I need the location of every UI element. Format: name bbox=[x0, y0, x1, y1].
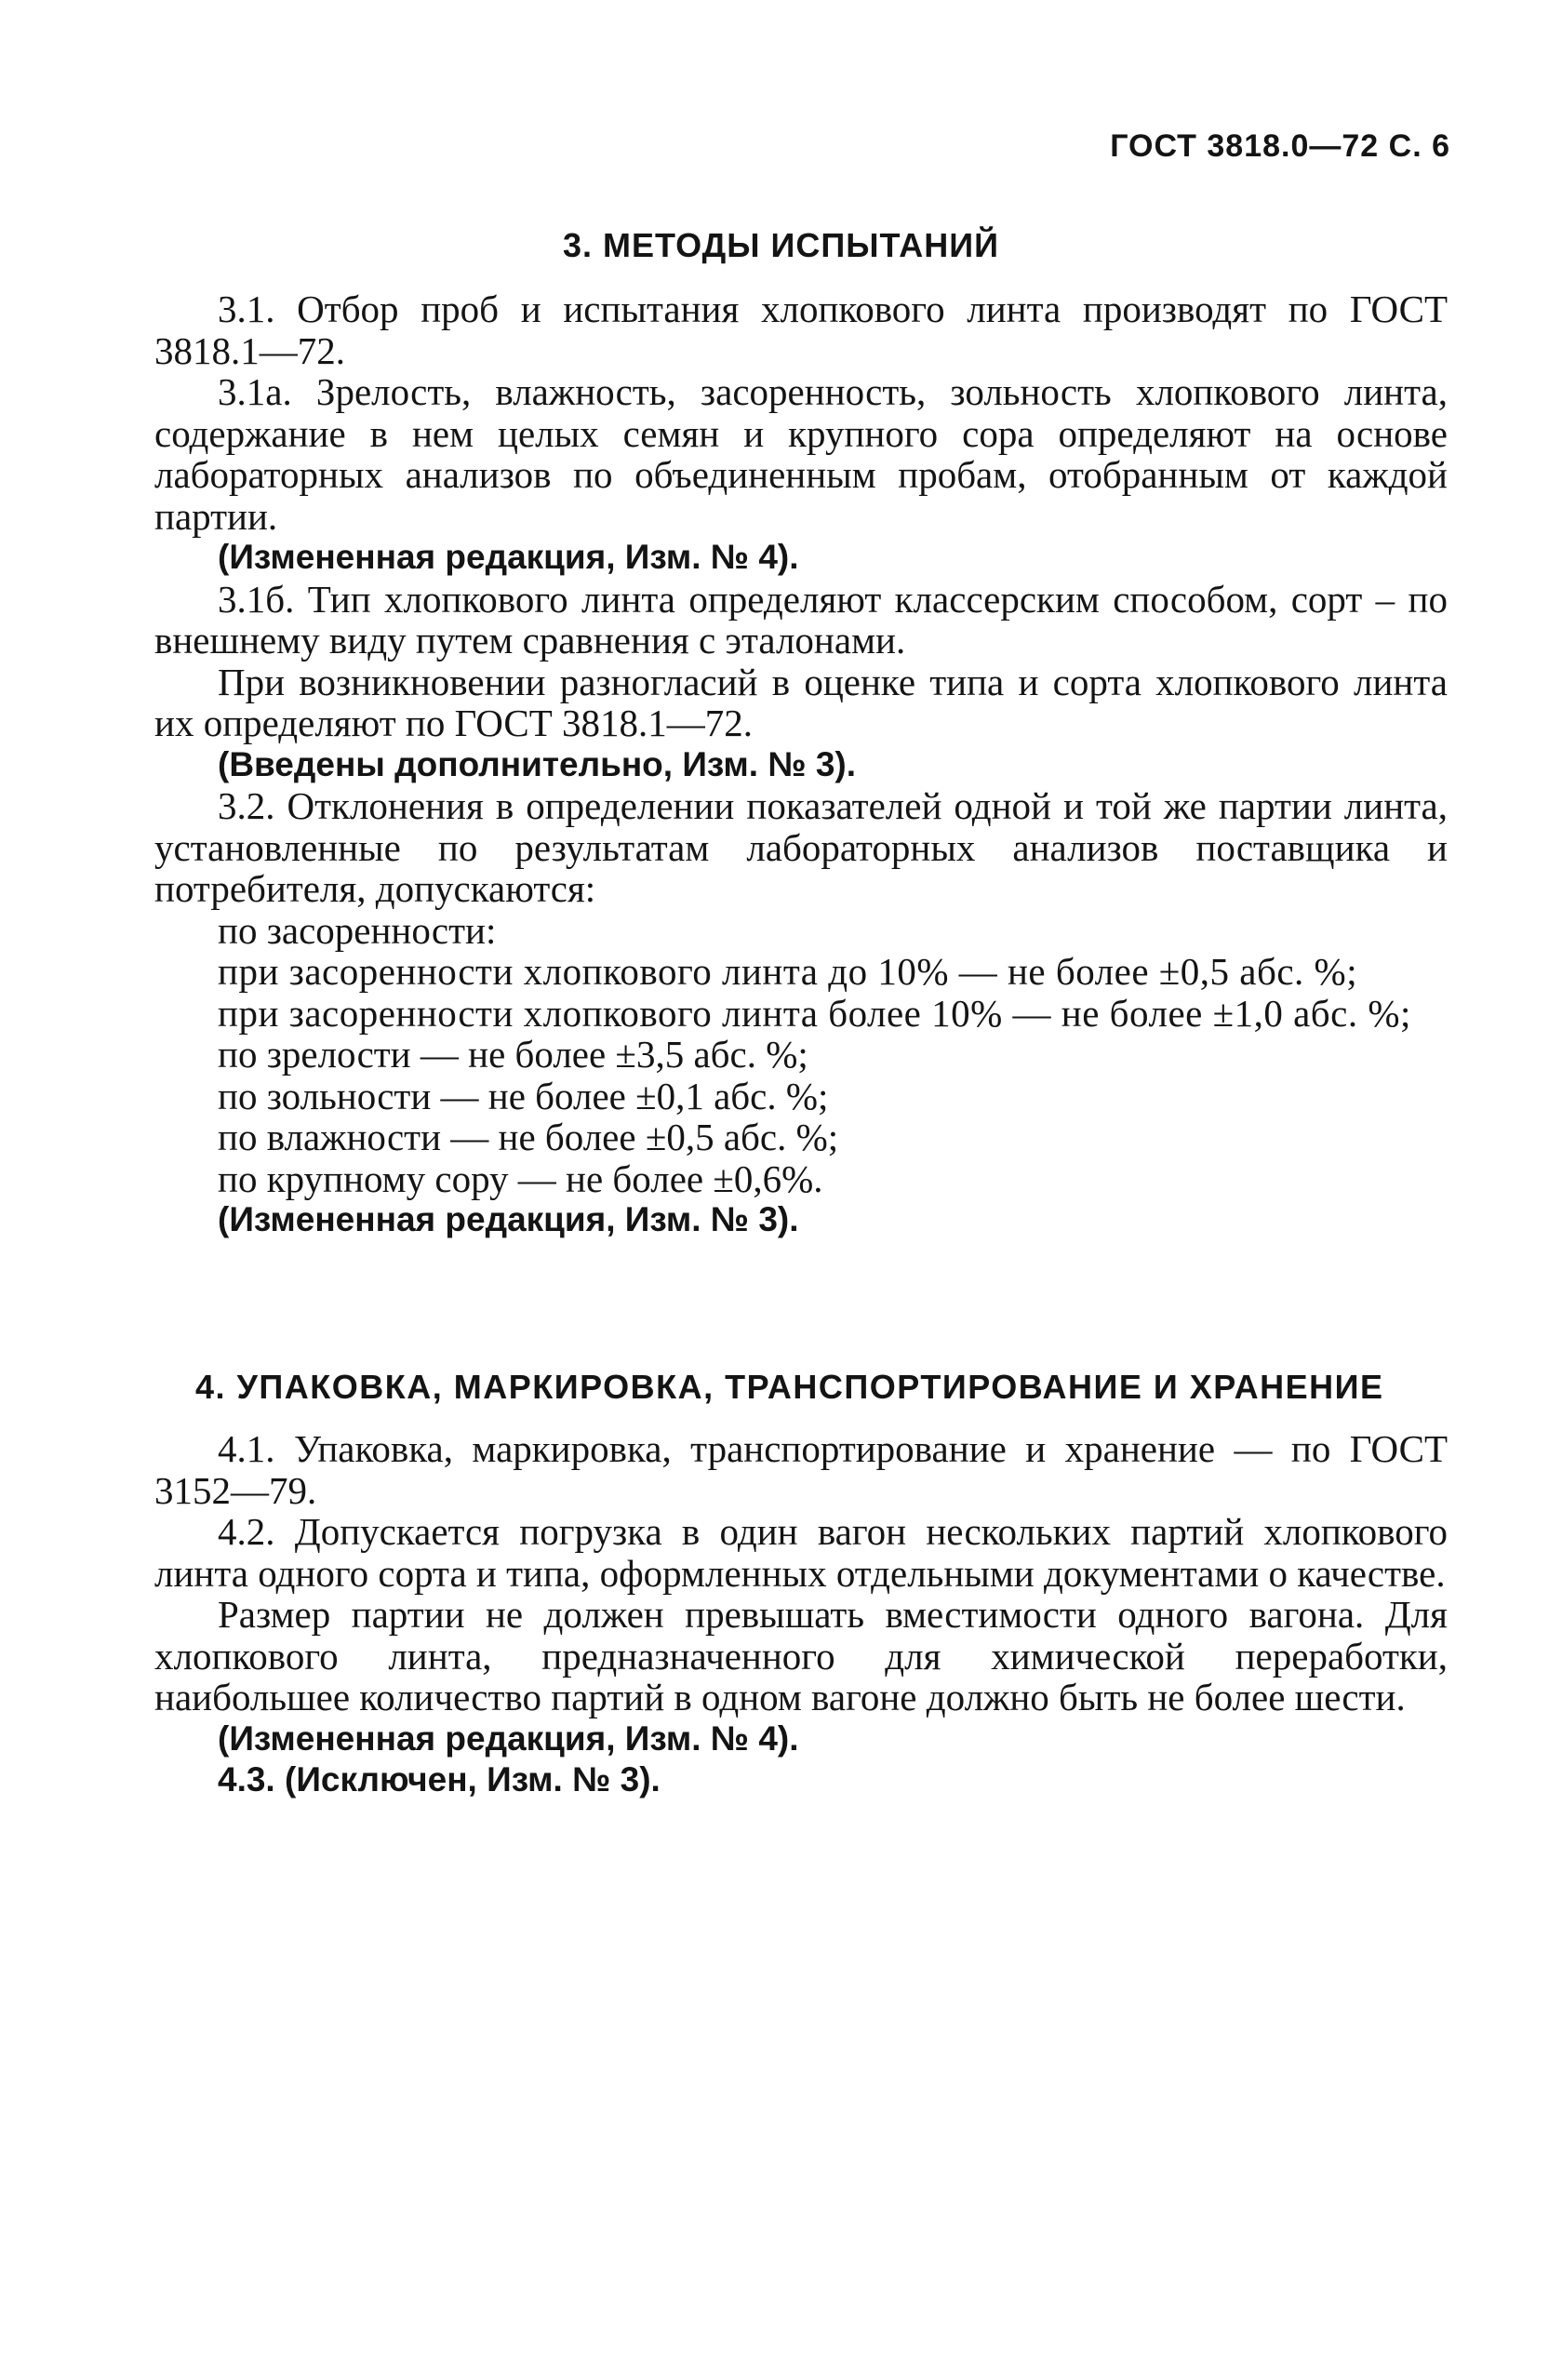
paragraph-3-1b: 3.1б. Тип хлопкового линта определяют классерским способом, сорт – по внешнему виду путем сравнения с эталонами. bbox=[154, 577, 1448, 662]
amendment-note: (Измененная редакция, Изм. № 3). bbox=[218, 1200, 799, 1238]
running-header: ГОСТ 3818.0—72 С. 6 bbox=[1110, 128, 1450, 164]
amendment-note: (Измененная редакция, Изм. № 4). bbox=[218, 1718, 799, 1758]
amendment-note: (Измененная редакция, Изм. № 4). bbox=[218, 538, 799, 576]
section-4-body bbox=[154, 1428, 1448, 1801]
section-3-title: 3. МЕТОДЫ ИСПЫТАНИЙ bbox=[563, 226, 999, 264]
paragraph-3-2: 3.2. Отклонения в определении показателей одной и той же партии линта, установленные по результатам лабораторных анализов поставщика и потребителя, допускаются: bbox=[154, 784, 1448, 910]
section-3-body bbox=[154, 288, 1448, 1241]
paragraph-4-2: 4.2. Допускается погрузка в один вагон нескольких партий хлопкового линта одного сорта и типа, оформленных отдельными документами о качестве. bbox=[154, 1510, 1448, 1595]
paragraph-3-1: 3.1. Отбор проб и испытания хлопкового линта производят по ГОСТ 3818.1—72. bbox=[154, 287, 1448, 372]
list-item-maturity: по зрелости — не более ±3,5 абс. %; bbox=[218, 1033, 808, 1076]
list-item-moisture: по влажности — не более ±0,5 абс. %; bbox=[218, 1116, 839, 1158]
paragraph-lot-size: Размер партии не должен превышать вместимости одного вагона. Для хлопкового линта, предназначенного для химической переработки, наибольшее количество партий в одном вагоне должно быть не более шести. bbox=[154, 1593, 1448, 1718]
paragraph-disagreements: При возникновении разногласий в оценке типа и сорта хлопкового линта их определяют по ГОСТ 3818.1—72. bbox=[154, 660, 1448, 744]
paragraph-3-1a: 3.1а. Зрелость, влажность, засоренность, зольность хлопкового линта, содержание в нем целых семян и крупного сора определяют на основе лабораторных анализов по объединенным пробам, отобранным от каждой партии. bbox=[154, 370, 1448, 538]
list-item-contamination-low: при засоренности хлопкового линта до 10% — не более ±0,5 абс. %; bbox=[218, 950, 1358, 993]
list-item-coarse-debris: по крупному сору — не более ±0,6%. bbox=[218, 1157, 823, 1200]
list-item-ash: по зольности — не более ±0,1 абс. %; bbox=[218, 1074, 829, 1117]
paragraph-4-3: 4.3. (Исключен, Изм. № 3). bbox=[218, 1760, 661, 1798]
list-item-contamination-high: при засоренности хлопкового линта более 10% — не более ±1,0 абс. %; bbox=[218, 991, 1411, 1035]
section-4-title: 4. УПАКОВКА, МАРКИРОВКА, ТРАНСПОРТИРОВАНИЕ И ХРАНЕНИЕ bbox=[195, 1368, 1384, 1406]
paragraph-4-1: 4.1. Упаковка, маркировка, транспортирование и хранение — по ГОСТ 3152—79. bbox=[154, 1427, 1448, 1512]
amendment-note: (Введены дополнительно, Изм. № 3). bbox=[218, 744, 857, 783]
list-item-contamination: по засоренности: bbox=[218, 908, 497, 952]
